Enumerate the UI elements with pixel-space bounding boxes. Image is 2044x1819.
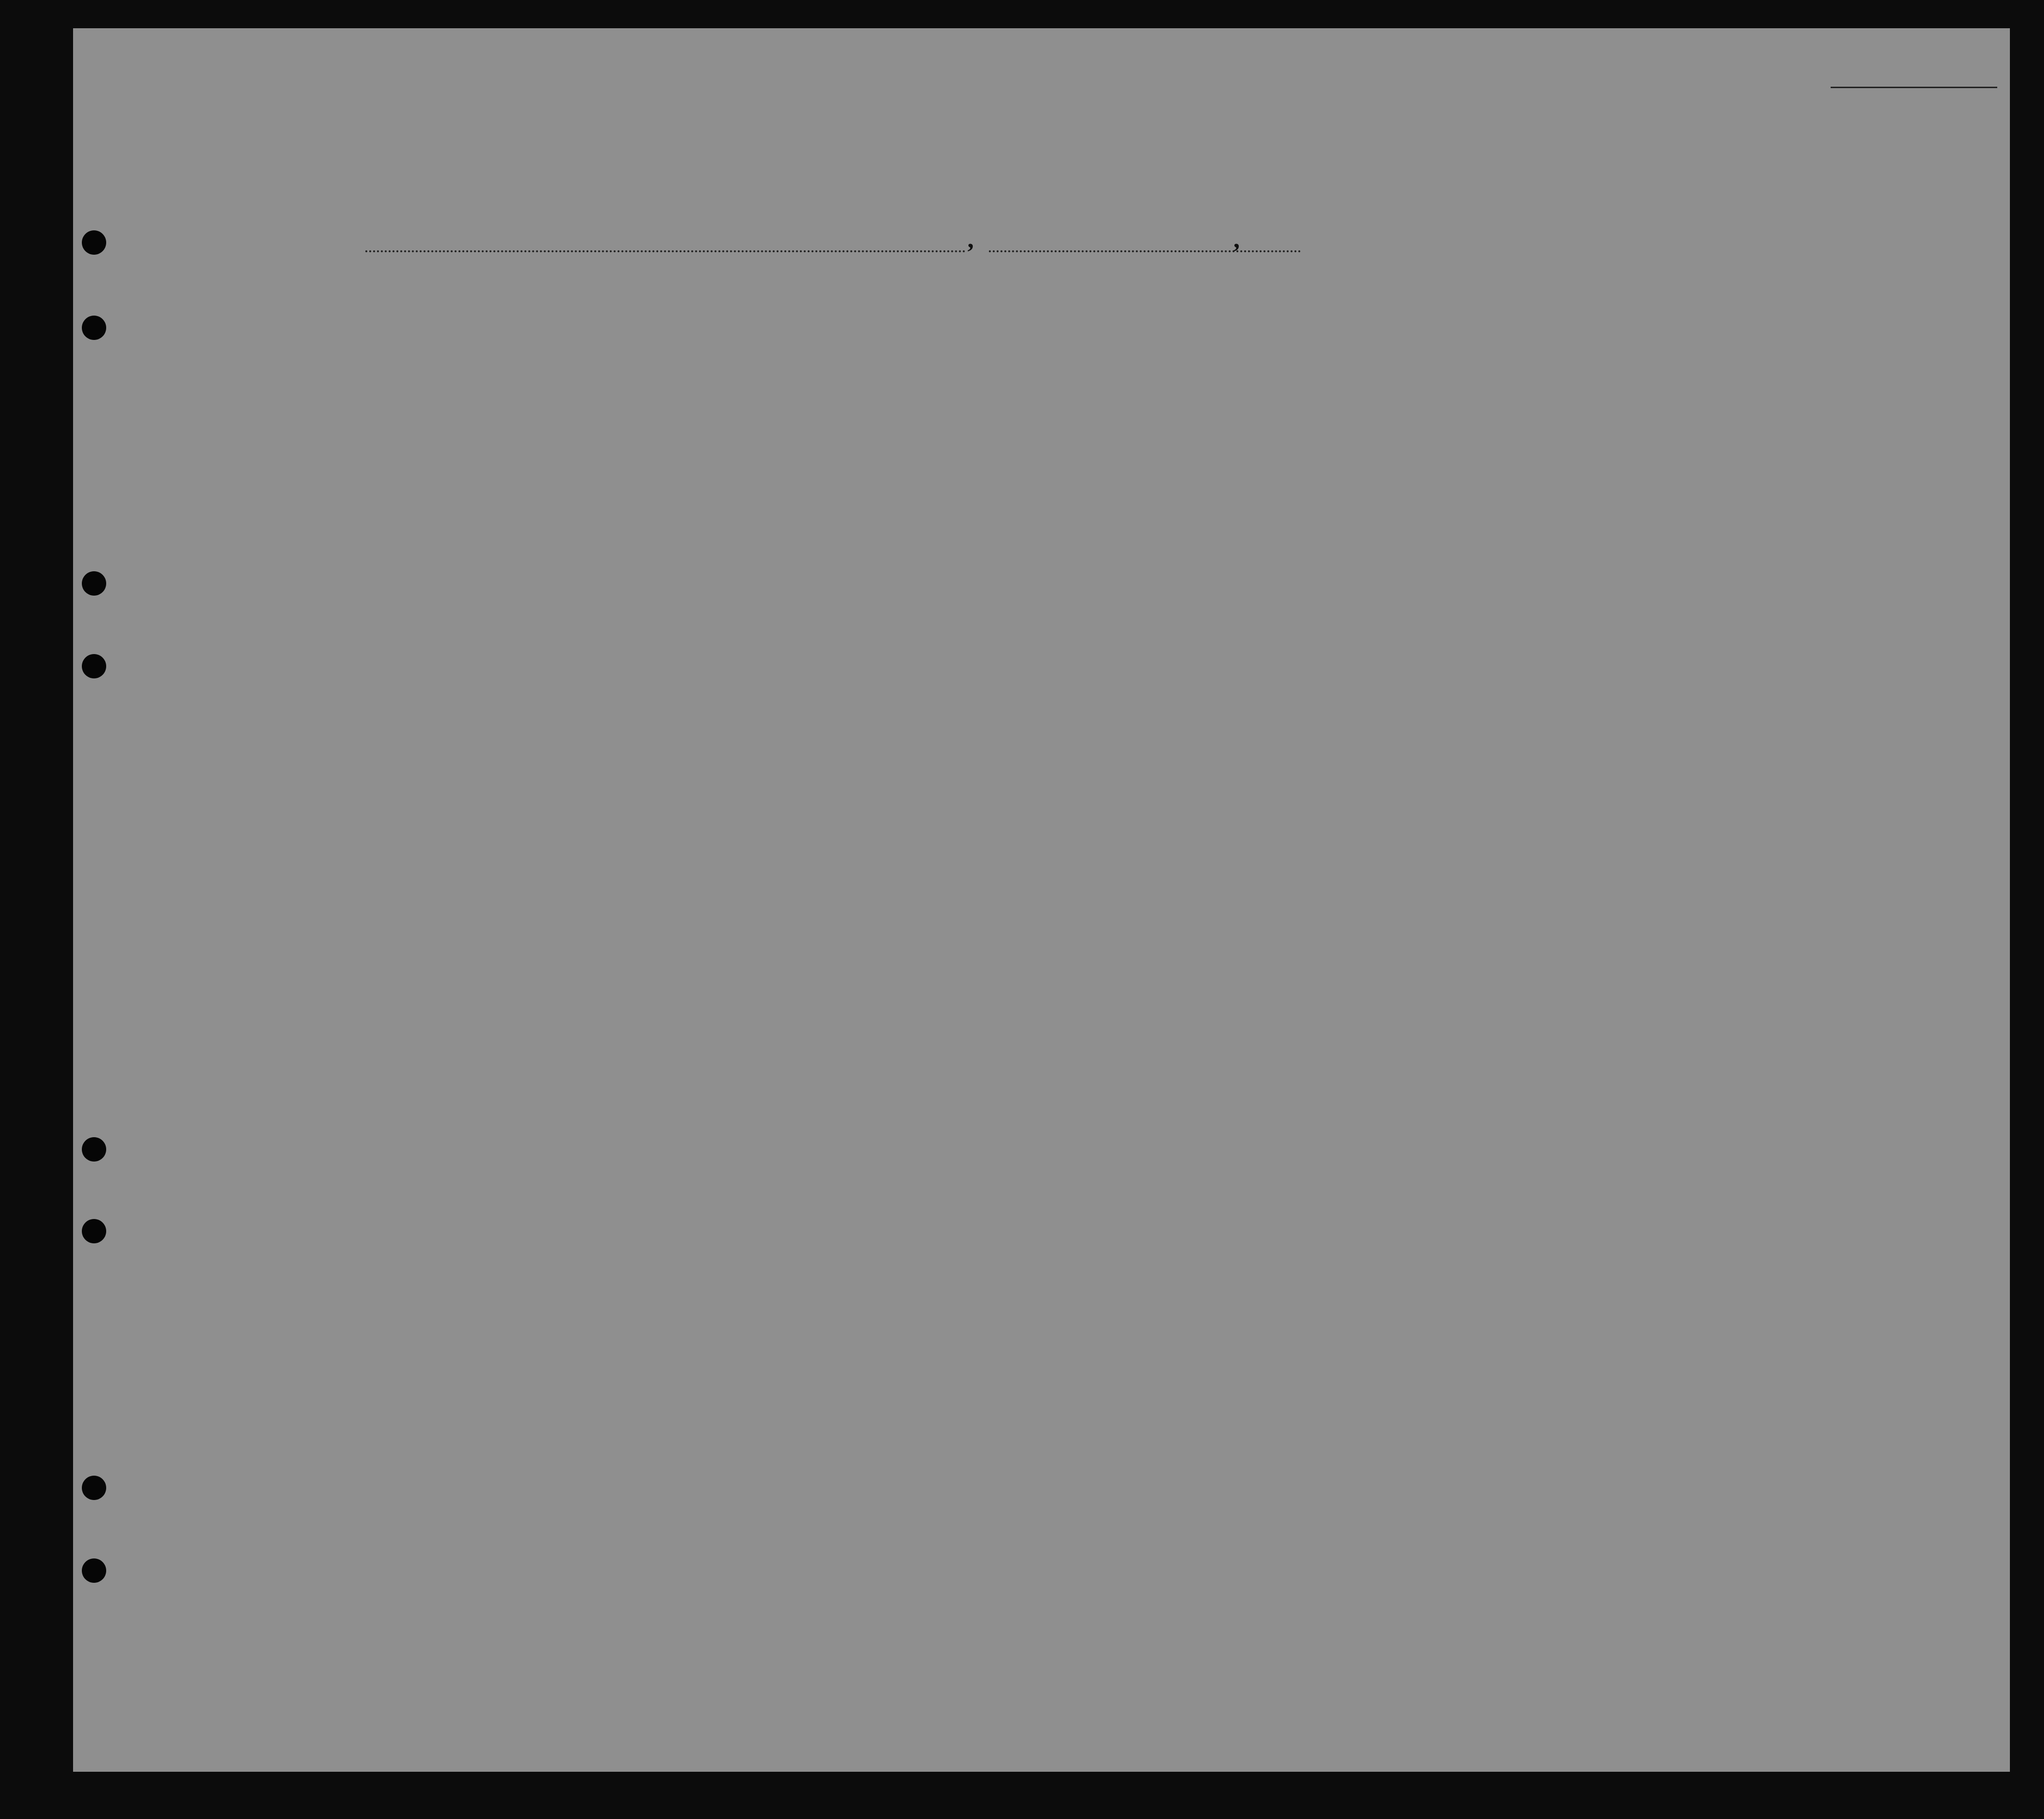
- header-anarchist: [1382, 311, 1392, 443]
- binder-hole: [82, 1476, 106, 1500]
- binder-hole: [82, 571, 106, 596]
- binder-hole: [82, 1137, 106, 1162]
- header-ticket: [675, 311, 689, 442]
- binder-hole: [82, 316, 106, 340]
- binder-hole: [82, 1219, 106, 1243]
- binder-hole: [82, 654, 106, 678]
- header-inches: [1679, 408, 1689, 442]
- header-feet: [1653, 413, 1664, 442]
- header-overthrow: [1408, 311, 1447, 443]
- list-underline: [1831, 87, 1997, 88]
- form-grid: [73, 28, 2010, 1772]
- header-money: [743, 312, 764, 443]
- header-intends-return: [1178, 336, 1217, 443]
- binder-hole: [82, 1558, 106, 1583]
- header-become-citizen: [1295, 336, 1324, 443]
- header-prison-charity: [1331, 311, 1349, 443]
- date-dotline: [989, 250, 1301, 252]
- header-labor-offer: [1455, 311, 1489, 443]
- header-polygamist: [1358, 311, 1369, 443]
- header-length-of-stay: [1252, 336, 1281, 443]
- port-dotline: [365, 250, 965, 252]
- manifest-sheet: , ,: [73, 28, 2010, 1772]
- header-deported: [1500, 311, 1525, 443]
- binder-hole: [82, 230, 106, 255]
